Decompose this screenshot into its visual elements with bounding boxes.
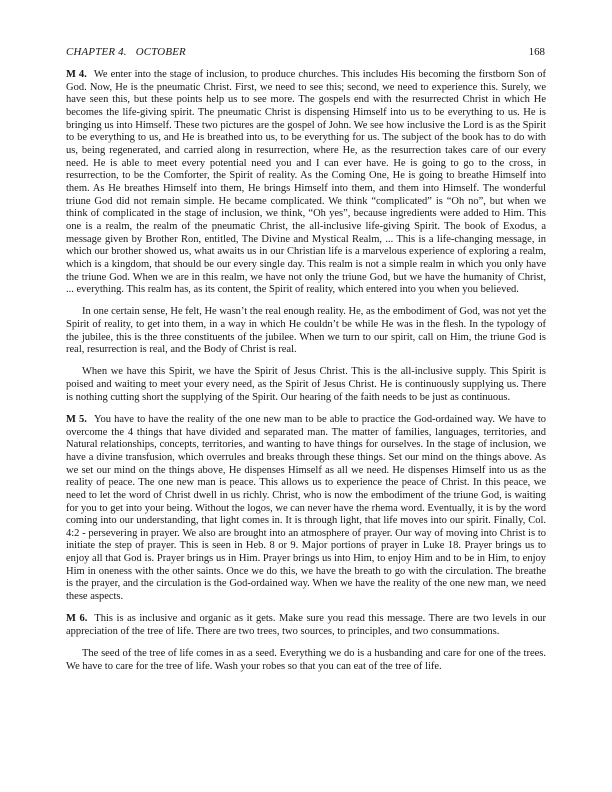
paragraph-text: We enter into the stage of inclusion, to produce churches. This includes His becoming the firstborn Son of God. Now, He is the pneumatic Christ. First, we need to see this; second, we need to experience this. Surely, we have seen this, but these points help us to see more. The gospels end with the resurrected Christ in which He becomes the life-giving spirit. The pneumatic Christ is dispensing Himself into us to be everything to us. He is bringing us into Himself. These two pictures are the gospel of John. We see how inclusive the Lord is as the Spirit to be everything to us, and He is breathed into us, to be everything for us. The subject of the book has to do with us, being regenerated, and carried along in resurrection, where He, as the resurrection takes care of our every need. He is able to meet every potential need you and I can ever have. He is going to go to the cross, in resurrection, to be the Comforter, the Spirit of reality. As the Coming One, He is going to breathe Himself into them. As He breathes Himself into them, He brings Himself into them, and them into Himself. The wonderful triune God did not remain simple. He became complicated. We think “complicated” is “Oh no”, but when we think of complicated in the stage of inclusion, we think, “Oh yes”, because ingredients were added to Him. This one is a realm, the realm of the pneumatic Christ, the all-inclusive life-giving Spirit. The book of Exodus, a message given by Brother Ron, entitled, The Divine and Mystical Realm, ... This is a life-changing message, in which our brother showed us, what awaits us in our Christian life is a marvelous experience of exploring a realm, which is a kingdom, that should be our every single day. This realm is not a simple realm in which you only have the triune God. When we are in this realm, we have not only the triune God, but we have the humanity of Christ, ... everything. This realm has, as its content, the Spirit of reality, which entered into you when you believed.	[66, 69, 546, 296]
paragraph-continuation-3	[66, 648, 546, 673]
paragraph-text: This is as inclusive and organic as it gets. Make sure you read this message. There are two levels in our appreciation of the tree of life. There are two trees, two sources, to principles, and two consummations.	[66, 613, 546, 637]
paragraph-m5	[66, 414, 546, 604]
paragraph-m4	[66, 69, 546, 297]
paragraph-text: In one certain sense, He felt, He wasn’t the real enough reality. He, as the embodiment of God, was not yet the Spirit of reality, to get into them, in a way in which He couldn’t be while He was in the flesh. In the typology of the jubilee, this is the three constituents of the jubilee. When we turn to our spirit, call on Him, the triune God is real, resurrection is real, and the Body of Christ is real.	[66, 306, 546, 356]
running-head-title	[66, 46, 186, 58]
paragraph-m6	[66, 613, 546, 638]
paragraph-text: You have to have the reality of the one new man to be able to practice the God-ordained way. We have to overcome the 4 things that have divided and separated man. The matter of families, languages, territories, and Natural relationships, concepts, territories, and wanting to have things for ourselves. In the stage of inclusion, we have a divine transfusion, which overrules and breaks through these things. Set our mind on the things above. As we set our mind on the things above, He dispenses Himself as all we need. He dispenses Himself into us as the reality of peace. The one new man is peace. This allows us to experience the peace of Christ. In this peace, we need to let the word of Christ dwell in us richly. Christ, who is now the embodiment of the triune God, is waiting for you to get into your being. Without the logos, we can never have the rhema word. Eventually, it is by the word coming into our understanding, that light comes in. It is through light, that life moves into our spirit. Finally, Col. 4:2 - persevering in prayer. We also are brought into an atmosphere of prayer. Our way of moving into Christ is to initiate the step of prayer. This is seen in Heb. 8 or 9. Major portions of prayer in Luke 18. Prayer brings us to enjoy all that God is. Prayer brings us in Him. Prayer brings us into Him, to enjoy Him and to be in Him, to enjoy Him in oneness with the other saints. Once we do this, we have the breath to go with the circulation. The breathe is the prayer, and the circulation is the God-ordained way. When we have the reality of the one new man, we need these aspects.	[66, 413, 546, 603]
chapter-label: CHAPTER 4.	[66, 46, 127, 58]
page-number: 168	[528, 46, 545, 58]
paragraph-continuation-1	[66, 306, 546, 357]
paragraph-text: The seed of the tree of life comes in as a seed. Everything we do is a husbanding and care for one of the trees. We have to care for the tree of life. Wash your robes so that you can eat of the tree of life.	[66, 648, 546, 672]
paragraph-label: M 5.	[66, 413, 87, 425]
paragraph-label: M 4.	[66, 69, 87, 80]
chapter-title: OCTOBER	[135, 46, 186, 58]
paragraph-continuation-2	[66, 366, 546, 404]
running-header	[66, 46, 545, 58]
paragraph-text: When we have this Spirit, we have the Spirit of Jesus Christ. This is the all-inclusive supply. This Spirit is poised and waiting to meet your every need, as the Spirit of Jesus Christ. He is continuously supplying us. There is nothing cutting short the supplying of the Spirit. Our hearing of the faith needs to be just as continuous.	[66, 366, 546, 403]
paragraph-label: M 6.	[66, 613, 88, 625]
page-body	[66, 69, 546, 683]
